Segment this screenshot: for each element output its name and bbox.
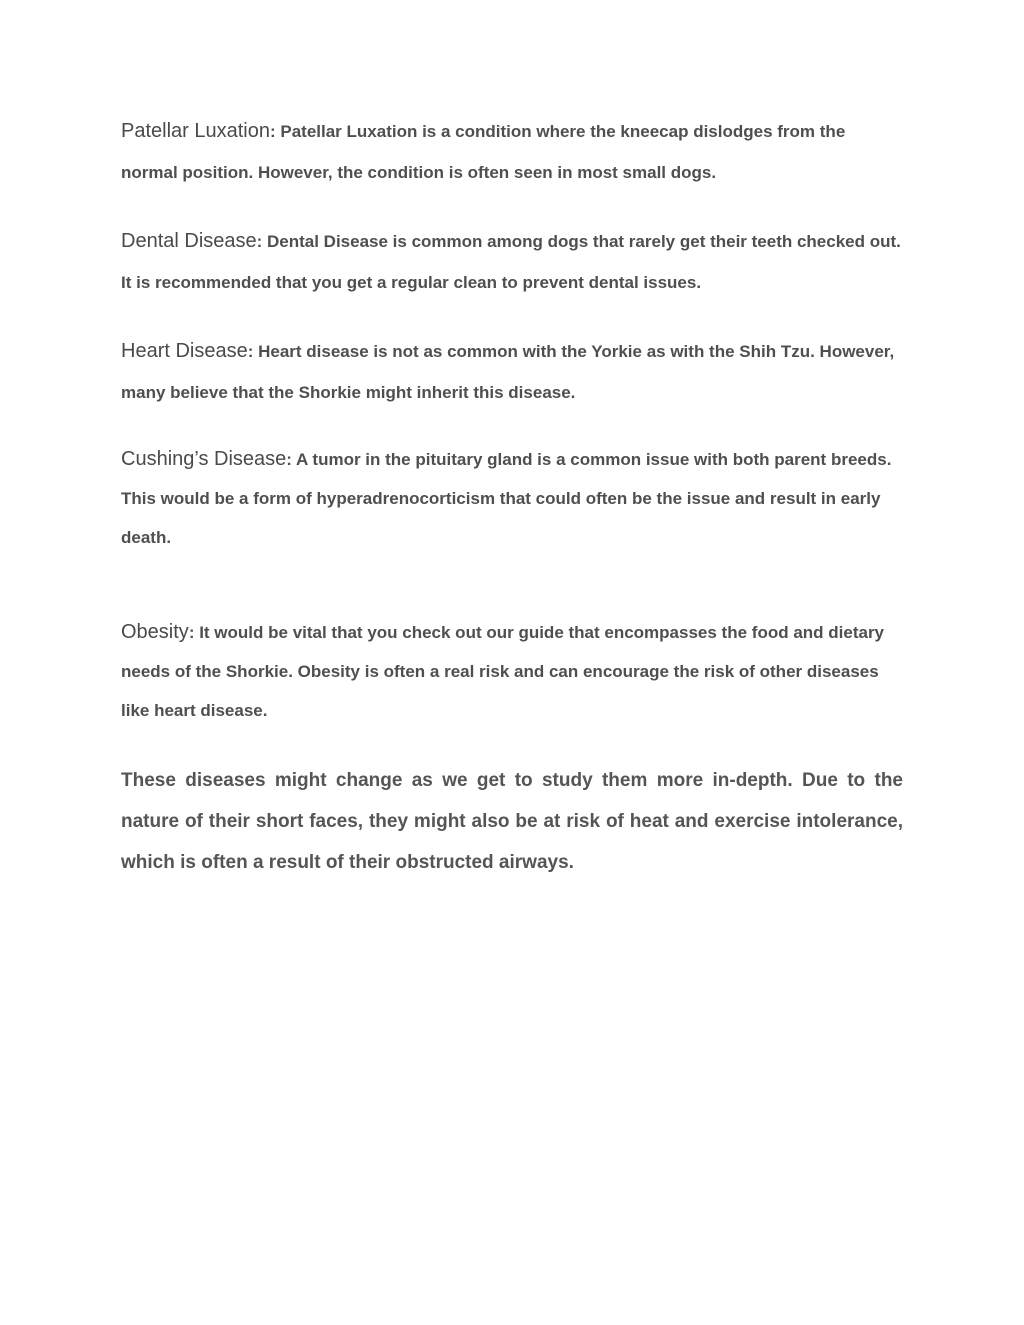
condition-heart-disease bbox=[121, 331, 906, 413]
condition-description: : Patellar Luxation is a condition where the kneecap dislodges from the normal position. However, the condition is often seen in most small dogs. bbox=[121, 122, 846, 182]
condition-term: Obesity bbox=[121, 621, 189, 643]
condition-cushings-disease bbox=[121, 440, 906, 557]
condition-term: Patellar Luxation bbox=[121, 120, 270, 142]
condition-description: : Heart disease is not as common with the Yorkie as with the Shih Tzu. However, many believe that the Shorkie might inherit this disease. bbox=[121, 342, 895, 402]
condition-term: Heart Disease bbox=[121, 340, 248, 362]
condition-description: : Dental Disease is common among dogs that rarely get their teeth checked out. It is recommended that you get a regular clean to prevent dental issues. bbox=[121, 232, 901, 292]
closing-paragraph: These diseases might change as we get to study them more in-depth. Due to the nature of their short faces, they might also be at risk of heat and exercise intolerance, which is often a result of their obstructed airways. bbox=[121, 770, 903, 873]
condition-term: Dental Disease bbox=[121, 230, 257, 252]
condition-dental-disease bbox=[121, 221, 906, 303]
condition-patellar-luxation bbox=[121, 111, 906, 193]
condition-description: : It would be vital that you check out our guide that encompasses the food and dietary needs of the Shorkie. Obesity is often a real risk and can encourage the risk of other diseases like heart disease. bbox=[121, 623, 885, 720]
condition-description: : A tumor in the pituitary gland is a common issue with both parent breeds. This would be a form of hyperadrenocorticism that could often be the issue and result in early death. bbox=[121, 450, 892, 547]
condition-term: Cushing’s Disease bbox=[121, 448, 287, 470]
condition-obesity bbox=[121, 613, 906, 730]
